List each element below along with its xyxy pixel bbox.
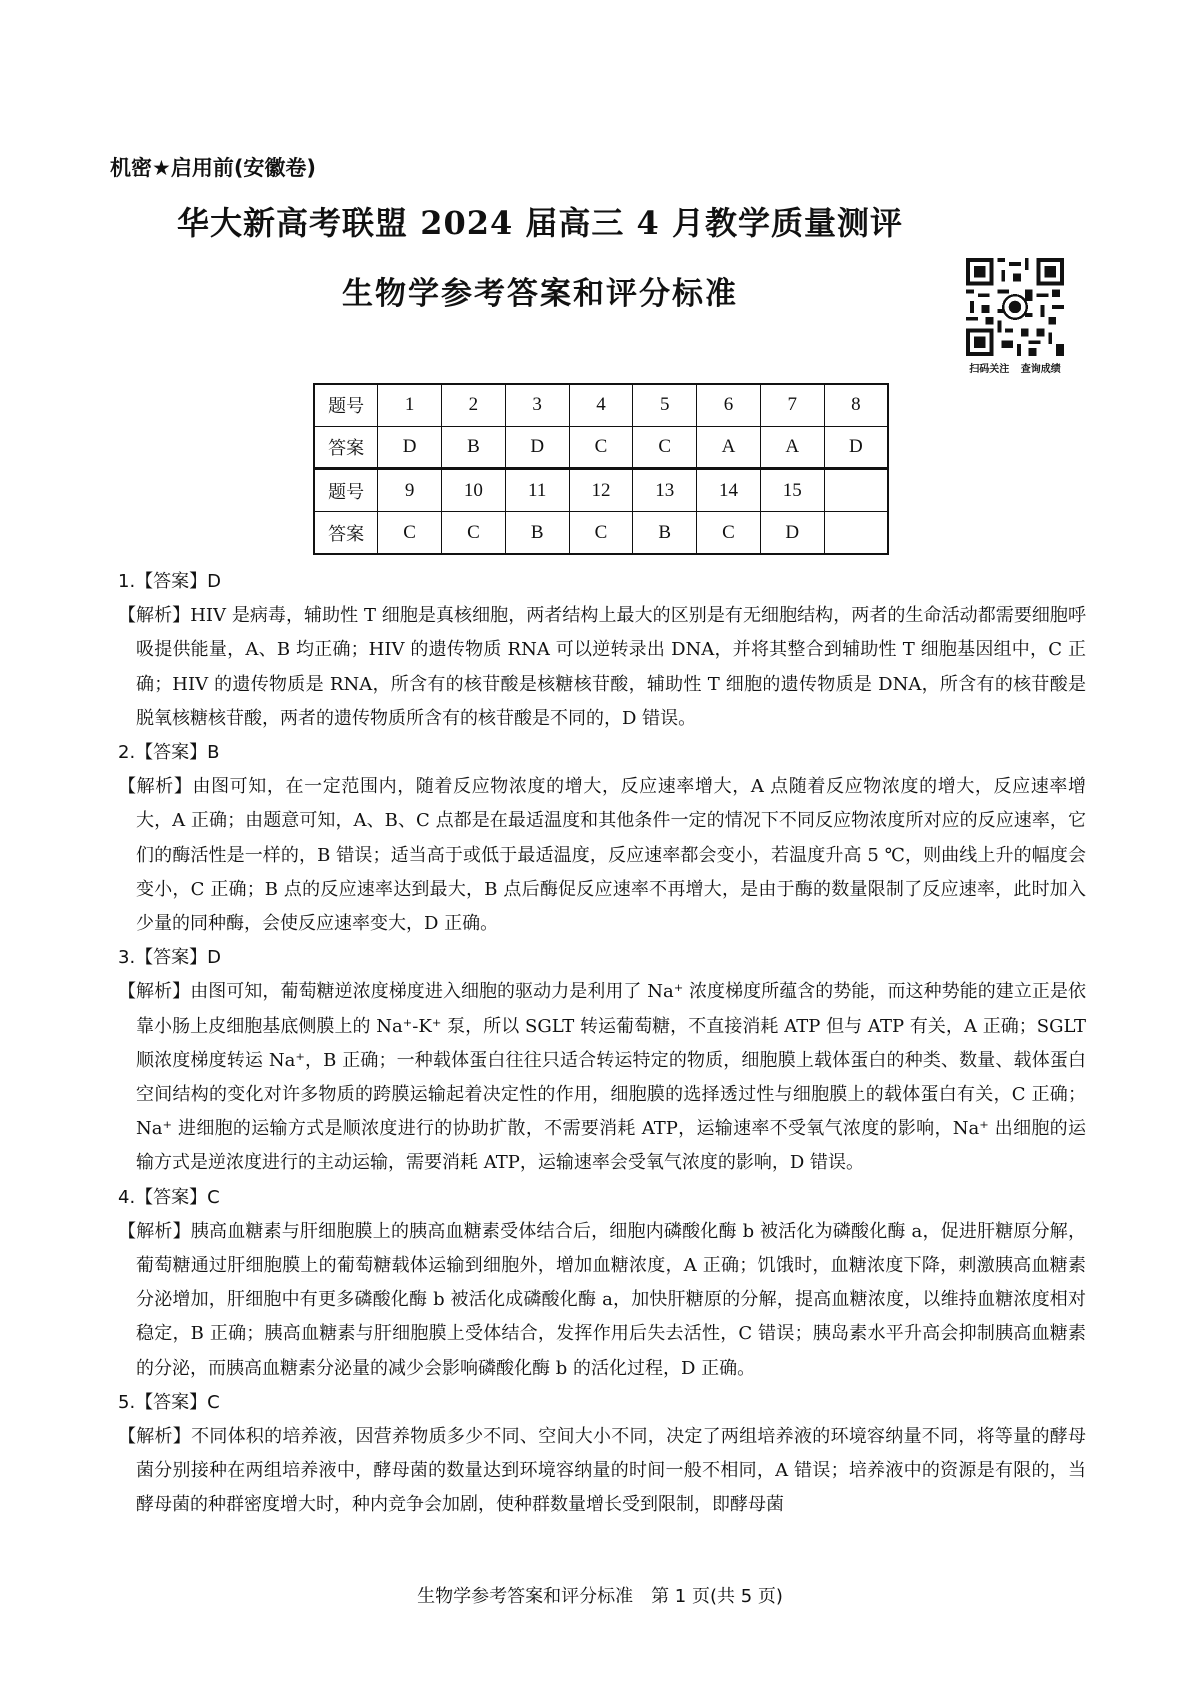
table-cell: D bbox=[824, 426, 888, 469]
analysis-tag: 【解析】 bbox=[118, 1426, 192, 1448]
table-header-answer: 答案 bbox=[314, 512, 378, 554]
table-cell: 13 bbox=[633, 469, 697, 512]
answer-heading: 1.【答案】D bbox=[118, 571, 222, 592]
table-cell: 1 bbox=[378, 384, 442, 426]
analysis-tag: 【解析】 bbox=[118, 605, 191, 627]
qr-code-block bbox=[955, 258, 1075, 375]
analysis-text bbox=[118, 975, 1086, 1180]
analysis-body: 由图可知，在一定范围内，随着反应物浓度的增大，反应速率增大，A 点随着反应物浓度的增大，反应速率增大，A 正确；由题意可知，A、B、C 点都是在最适温度和其他条件一定的情况下不同反应物浓度所对应的反应速率，它们的酶活性是一样的，B 错误；适当高于或低于最适温度，反应速率都会变小，若温度升高 5 ℃，则曲线上升的幅度会变小，C 正确；B 点的反应速率达到最大，B 点后酶促反应速率不再增大，是由于酶的数量限制了反应速率，此时加入少量的同种酶，会使反应速率变大，D 正确。 bbox=[136, 776, 1086, 935]
table-cell bbox=[824, 512, 888, 554]
analysis-body: 由图可知，葡萄糖逆浓度梯度进入细胞的驱动力是利用了 Na⁺ 浓度梯度所蕴含的势能，而这种势能的建立正是依靠小肠上皮细胞基底侧膜上的 Na⁺-K⁺ 泵，所以 SGLT 转运葡萄糖，不直接消耗 ATP 但与 ATP 有关，A 正确；SGLT 顺浓度梯度转运 Na⁺，B 正确；一种载体蛋白往往只适合转运特定的物质，细胞膜上载体蛋白的种类、数量、载体蛋白空间结构的变化对许多物质的跨膜运输起着决定性的作用，细胞膜的选择透过性与细胞膜上的载体蛋白有关，C 正确；Na⁺ 进细胞的运输方式是顺浓度进行的协助扩散，不需要消耗 ATP，运输速率不受氧气浓度的影响，Na⁺ 出细胞的运输方式是逆浓度进行的主动运输，需要消耗 ATP，运输速率会受氧气浓度的影响，D 错误。 bbox=[136, 981, 1087, 1174]
table-cell: 8 bbox=[824, 384, 888, 426]
table-cell: A bbox=[760, 426, 824, 469]
table-cell: A bbox=[697, 426, 761, 469]
table-cell: 14 bbox=[697, 469, 761, 512]
analysis-text bbox=[118, 1420, 1086, 1523]
answer-heading: 5.【答案】C bbox=[118, 1391, 220, 1413]
table-header-question: 题号 bbox=[314, 384, 378, 426]
qr-caption bbox=[955, 360, 1075, 375]
table-cell: 2 bbox=[442, 384, 506, 426]
analysis-text bbox=[118, 599, 1086, 736]
table-cell: C bbox=[633, 426, 697, 469]
table-cell: B bbox=[442, 426, 506, 469]
table-cell: 9 bbox=[378, 469, 442, 512]
table-row bbox=[314, 469, 888, 512]
analysis-body: 胰高血糖素与肝细胞膜上的胰高血糖素受体结合后，细胞内磷酸化酶 b 被活化为磷酸化酶 a，促进肝糖原分解，葡萄糖通过肝细胞膜上的葡萄糖载体运输到细胞外，增加血糖浓度，A 正确；饥饿时，血糖浓度下降，刺激胰高血糖素分泌增加，肝细胞中有更多磷酸化酶 b 被活化成磷酸化酶 a，加快肝糖原的分解，提高血糖浓度，以维持血糖浓度相对稳定，B 正确；胰高血糖素与肝细胞膜上受体结合，发挥作用后失去活性，C 错误；胰岛素水平升高会抑制胰高血糖素的分泌，而胰高血糖素分泌量的减少会影响磷酸化酶 b 的活化过程，D 正确。 bbox=[136, 1220, 1087, 1379]
table-header-question: 题号 bbox=[314, 469, 378, 512]
answer-item-4 bbox=[118, 1181, 1086, 1386]
table-cell: 10 bbox=[442, 469, 506, 512]
table-cell: C bbox=[378, 512, 442, 554]
table-cell: D bbox=[378, 426, 442, 469]
qr-caption-scan: 扫码关注 bbox=[969, 364, 1010, 375]
answer-item-3 bbox=[118, 941, 1086, 1180]
answer-item-2 bbox=[118, 736, 1086, 941]
answer-item-1 bbox=[118, 565, 1086, 736]
top-label: 机密★启用前(安徽卷) bbox=[110, 156, 317, 180]
table-cell: C bbox=[442, 512, 506, 554]
analysis-tag: 【解析】 bbox=[118, 1220, 191, 1242]
qr-code-icon bbox=[966, 258, 1064, 356]
table-row bbox=[314, 426, 888, 469]
table-row bbox=[314, 512, 888, 554]
table-cell: B bbox=[505, 512, 569, 554]
table-cell: 12 bbox=[569, 469, 633, 512]
page-title: 华大新高考联盟 2024 届高三 4 月教学质量测评 bbox=[177, 204, 903, 242]
answer-heading: 3.【答案】D bbox=[118, 947, 222, 969]
analysis-tag: 【解析】 bbox=[118, 776, 193, 798]
table-cell: 11 bbox=[505, 469, 569, 512]
table-cell: 3 bbox=[505, 384, 569, 426]
table-cell: 7 bbox=[760, 384, 824, 426]
table-cell: 4 bbox=[569, 384, 633, 426]
table-cell: C bbox=[569, 426, 633, 469]
table-cell bbox=[824, 469, 888, 512]
table-row bbox=[314, 384, 888, 426]
analysis-tag: 【解析】 bbox=[118, 981, 191, 1003]
analysis-text bbox=[118, 770, 1086, 941]
table-cell: C bbox=[569, 512, 633, 554]
answer-heading: 2.【答案】B bbox=[118, 742, 220, 764]
table-cell: 6 bbox=[697, 384, 761, 426]
table-cell: B bbox=[633, 512, 697, 554]
analysis-text bbox=[118, 1215, 1086, 1386]
table-cell: D bbox=[505, 426, 569, 469]
qr-caption-query: 查询成绩 bbox=[1020, 364, 1061, 375]
table-cell: C bbox=[697, 512, 761, 554]
page-subtitle: 生物学参考答案和评分标准 bbox=[342, 276, 738, 312]
answer-table bbox=[313, 383, 889, 555]
answer-heading: 4.【答案】C bbox=[118, 1186, 220, 1208]
table-cell: 15 bbox=[760, 469, 824, 512]
table-header-answer: 答案 bbox=[314, 426, 378, 469]
answer-item-5 bbox=[118, 1386, 1086, 1523]
table-cell: 5 bbox=[633, 384, 697, 426]
explanations bbox=[118, 565, 1086, 1523]
page-footer: 生物学参考答案和评分标准 第 1 页(共 5 页) bbox=[417, 1586, 783, 1607]
analysis-body: 不同体积的培养液，因营养物质多少不同、空间大小不同，决定了两组培养液的环境容纳量不同，将等量的酵母菌分别接种在两组培养液中，酵母菌的数量达到环境容纳量的时间一般不相同，A 错误；培养液中的资源是有限的，当酵母菌的种群密度增大时，种内竞争会加剧，使种群数量增长受到限制，即酵母菌 bbox=[136, 1426, 1086, 1516]
table-cell: D bbox=[760, 512, 824, 554]
analysis-body: HIV 是病毒，辅助性 T 细胞是真核细胞，两者结构上最大的区别是有无细胞结构，两者的生命活动都需要细胞呼吸提供能量，A、B 均正确；HIV 的遗传物质 RNA 可以逆转录出 DNA，并将其整合到辅助性 T 细胞基因组中，C 正确；HIV 的遗传物质是 RNA，所含有的核苷酸是核糖核苷酸，辅助性 T 细胞的遗传物质是 DNA，所含有的核苷酸是脱氧核糖核苷酸，两者的遗传物质所含有的核苷酸是不同的，D 错误。 bbox=[136, 605, 1086, 729]
